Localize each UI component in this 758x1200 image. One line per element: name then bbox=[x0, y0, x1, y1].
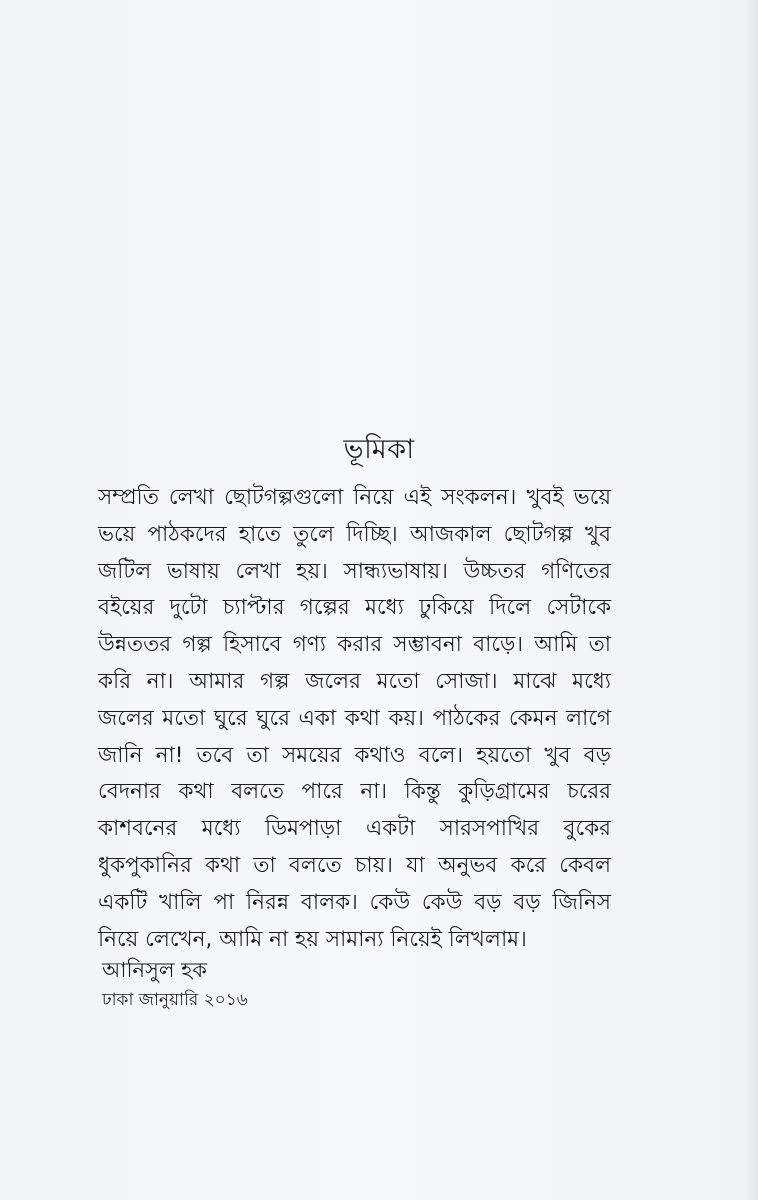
preface-line: জলের মতো ঘুরে ঘুরে একা কথা কয়। পাঠকের কেমন লাগে bbox=[98, 705, 611, 731]
page-edge-shadow bbox=[744, 0, 758, 1200]
preface-line: একটি খালি পা নিরন্ন বালক। কেউ কেউ বড় বড় জিনিস bbox=[98, 889, 611, 915]
preface-line: বেদনার কথা বলতে পারে না। কিন্তু কুড়িগ্রামের চরের bbox=[98, 779, 611, 805]
preface-line: কাশবনের মধ্যে ডিমপাড়া একটা সারসপাখির বুকের bbox=[98, 816, 611, 842]
place-and-date: ঢাকা জানুয়ারি ২০১৬ bbox=[102, 990, 248, 1010]
preface-line: করি না। আমার গল্প জলের মতো সোজা। মাঝে মধ্যে bbox=[98, 668, 611, 694]
preface-line: বইয়ের দুটো চ্যাপ্টার গল্পের মধ্যে ঢুকিয়ে দিলে সেটাকে bbox=[98, 595, 611, 621]
preface-line: সম্প্রতি লেখা ছোটগল্পগুলো নিয়ে এই সংকলন। খুবই ভয়ে bbox=[98, 485, 611, 510]
preface-line: ভয়ে পাঠকদের হাতে তুলে দিচ্ছি। আজকাল ছোটগল্প খুব bbox=[98, 521, 611, 547]
preface-line: জটিল ভাষায় লেখা হয়। সান্ধ্যভাষায়। উচ্চতর গণিতের bbox=[98, 558, 611, 584]
preface-line: ধুকপুকানির কথা তা বলতে চায়। যা অনুভব করে কেবল bbox=[98, 852, 611, 878]
preface-body bbox=[98, 480, 611, 958]
preface-title: ভূমিকা bbox=[343, 434, 415, 465]
preface-line: উন্নততর গল্প হিসাবে গণ্য করার সম্ভাবনা বাড়ে। আমি তা bbox=[98, 632, 611, 658]
preface-line: নিয়ে লেখেন, আমি না হয় সামান্য নিয়েই লিখলাম। bbox=[98, 926, 527, 952]
author-name: আনিসুল হক bbox=[102, 958, 207, 982]
preface-line: জানি না! তবে তা সময়ের কথাও বলে। হয়তো খুব বড় bbox=[98, 742, 611, 768]
